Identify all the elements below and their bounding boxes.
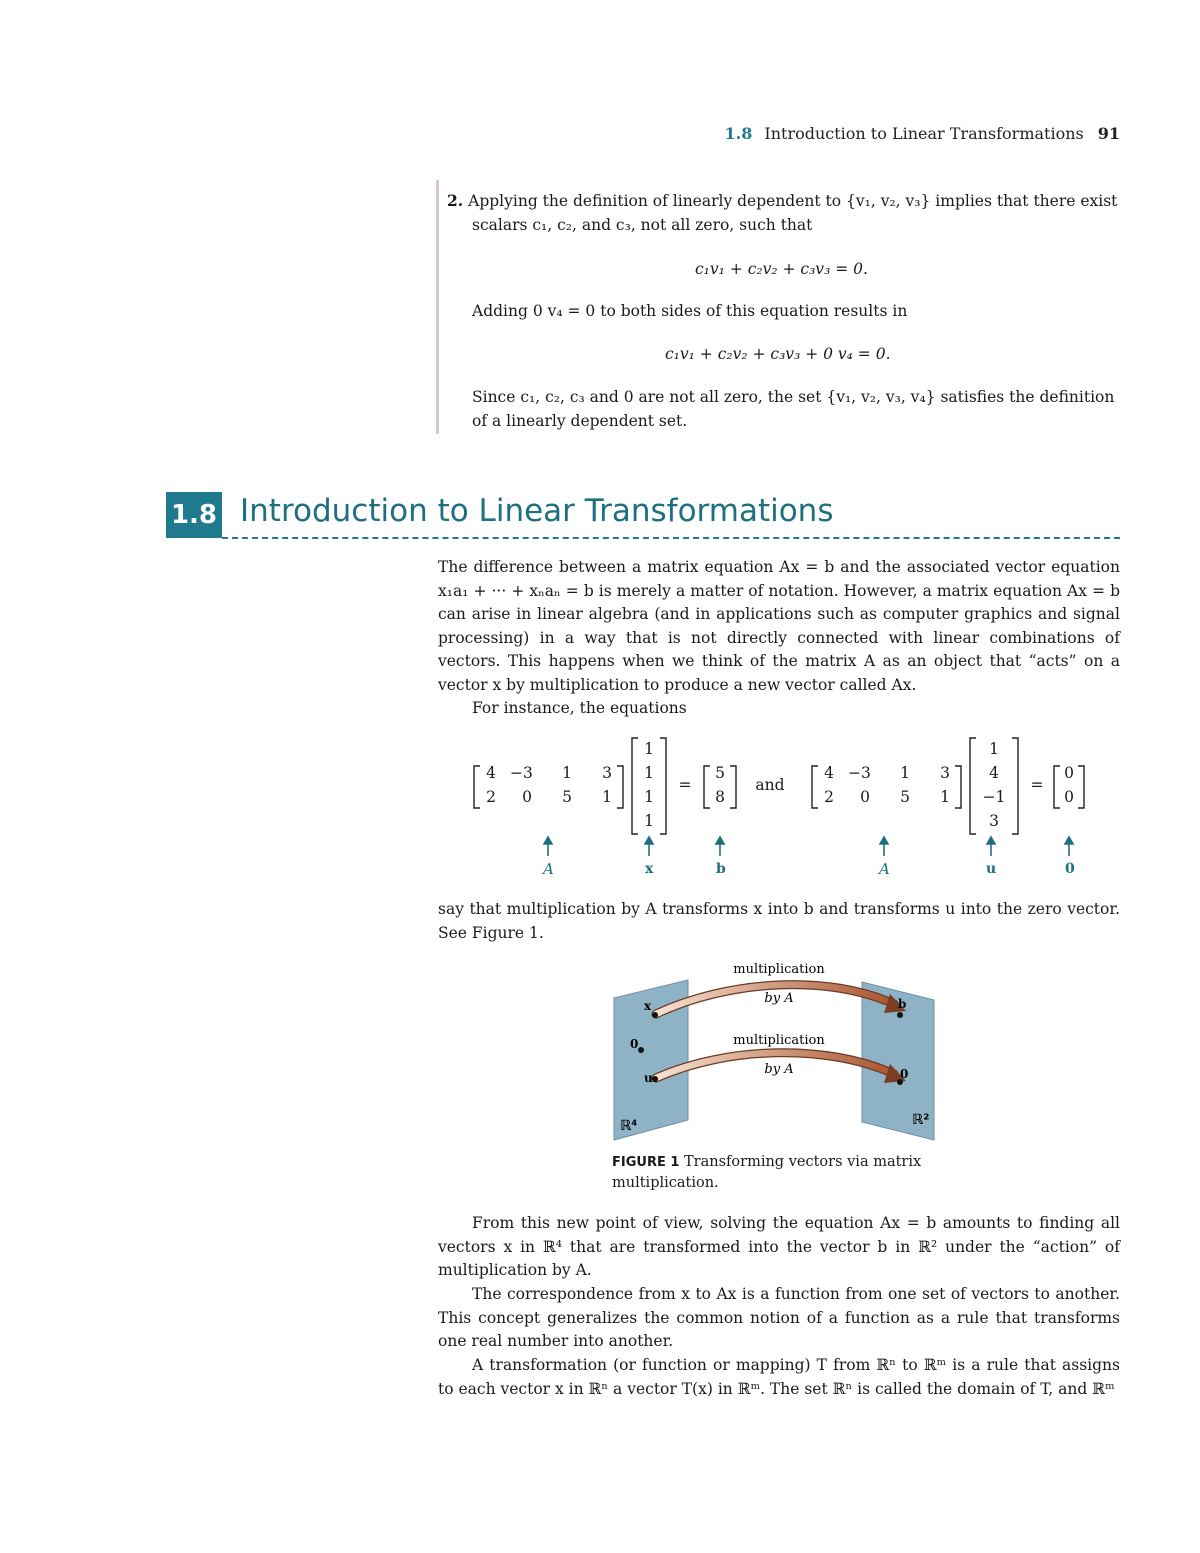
solution-equation-1: c₁v₁ + c₂v₂ + c₃v₃ = 0.: [695, 260, 868, 278]
label-b: b: [716, 861, 726, 877]
label-x: x: [645, 861, 654, 877]
section-divider: [222, 537, 1120, 539]
matrix-A-entry: 3: [602, 764, 612, 782]
matrix-A-entry: 1: [562, 764, 572, 782]
figure-1: [608, 960, 948, 1145]
paragraph-new-view: From this new point of view, solving the equation Ax = b amounts to finding all vectors x in ℝ⁴ that are transformed into the vector b in ℝ² under the “action” of multiplication by A.: [438, 1214, 1120, 1279]
equals-sign: =: [1030, 776, 1044, 794]
point-label-zero: 0: [630, 1037, 639, 1051]
paragraph-function: The correspondence from x to Ax is a function from one set of vectors to another. This concept generalizes the common notion of a function as a rule that transforms one real number into another.: [438, 1285, 1120, 1350]
point-label-b: b: [898, 997, 907, 1011]
top-arrow-label-2: by A: [764, 991, 794, 1006]
solution-line-3: Adding 0 v₄ = 0 to both sides of this equation results in: [472, 302, 908, 320]
codomain-space-label: ℝ²: [912, 1112, 930, 1128]
vector-u-entry: −1: [982, 788, 1006, 806]
label-u: u: [986, 861, 997, 877]
solution-line-4: Since c₁, c₂, c₃ and 0 are not all zero, the set {v₁, v₂, v₃, v₄} satisfies the definition: [472, 388, 1115, 406]
equals-sign: =: [678, 776, 692, 794]
solution-equation-2: c₁v₁ + c₂v₂ + c₃v₃ + 0 v₄ = 0.: [665, 345, 891, 363]
figure-caption-text: Transforming vectors via matrix multiplication.: [612, 1154, 922, 1191]
matrix-A-entry: 1: [602, 788, 612, 806]
matrix-A-entry: −3: [848, 764, 871, 782]
paragraph-transformation-definition: A transformation (or function or mapping) T from ℝⁿ to ℝᵐ is a rule that assigns to each vector x in ℝⁿ a vector T(x) in ℝᵐ. The set ℝⁿ is called the domain of T, and ℝᵐ: [438, 1356, 1120, 1398]
point-zero-domain: [638, 1047, 644, 1053]
point-label-zero-image: 0: [900, 1067, 909, 1081]
point-x: [652, 1012, 658, 1018]
matrix-A-entry: 0: [860, 788, 870, 806]
matrix-A-entry: 0: [522, 788, 532, 806]
figure-diagram: [608, 960, 948, 1145]
solution-box: [436, 180, 1120, 434]
vector-u-entry: 4: [989, 764, 999, 782]
matrix-A-entry: 1: [940, 788, 950, 806]
matrix-A-entry: 2: [486, 788, 496, 806]
matrix-A-entry: 3: [940, 764, 950, 782]
vector-x-entry: 1: [644, 788, 654, 806]
section-title: Introduction to Linear Transformations: [240, 493, 834, 529]
domain-space-label: ℝ⁴: [620, 1118, 638, 1134]
matrix-A-entry: 4: [486, 764, 496, 782]
solution-line-2: scalars c₁, c₂, and c₃, not all zero, such that: [472, 216, 813, 234]
solution-line-1: [447, 190, 1117, 212]
top-arrow-label-1: multiplication: [733, 962, 825, 977]
matrix-A-entry: 5: [900, 788, 910, 806]
page-number: 91: [1097, 124, 1120, 143]
solution-item-number: 2.: [447, 191, 464, 210]
figure-caption: [612, 1152, 942, 1194]
vector-b-entry: 8: [715, 788, 725, 806]
vector-b-entry: 5: [715, 764, 725, 782]
vector-x-entry: 1: [644, 812, 654, 830]
solution-text-1: Applying the definition of linearly dependent to {v₁, v₂, v₃} implies that there exist: [468, 192, 1118, 210]
label-A: A: [543, 860, 554, 878]
point-label-u: u: [644, 1071, 653, 1085]
bottom-arrow-label-1: multiplication: [733, 1033, 825, 1048]
vector-x-entry: 1: [644, 740, 654, 758]
matrix-A-entry: 2: [824, 788, 834, 806]
vector-x-entry: 1: [644, 764, 654, 782]
vector-zero-entry: 0: [1064, 764, 1074, 782]
bottom-arrow-label-2: by A: [764, 1062, 794, 1077]
vector-zero-entry: 0: [1064, 788, 1074, 806]
paragraph-transforms: say that multiplication by A transforms x into b and transforms u into the zero vector. See Figure 1.: [438, 900, 1120, 942]
label-zero: 0: [1065, 861, 1075, 877]
paragraph-intro: The difference between a matrix equation Ax = b and the associated vector equation x₁a₁ + ··· + xₙaₙ = b is merely a matter of notation. However, a matrix equation Ax = b can arise in linear algebra (and in applications such as computer graphics and signal processing) in a way that is not directly connected with linear combinations of vectors. This happens when we think of the matrix A as an object that “acts” on a vector x by multiplication to produce a new vector called Ax.: [438, 558, 1120, 694]
matrix-A-entry: 1: [900, 764, 910, 782]
matrix-A-entry: 4: [824, 764, 834, 782]
and-word: and: [755, 776, 785, 794]
point-b: [897, 1012, 903, 1018]
vector-u-entry: 1: [989, 740, 999, 758]
paragraph-for-instance: For instance, the equations: [472, 699, 687, 717]
label-A: A: [879, 860, 890, 878]
header-section-number: 1.8: [724, 124, 753, 143]
matrix-A-entry: 5: [562, 788, 572, 806]
solution-line-5: of a linearly dependent set.: [472, 412, 688, 430]
running-header: [660, 124, 1120, 143]
point-label-x: x: [644, 999, 652, 1013]
section-number-badge: 1.8: [166, 492, 222, 538]
header-section-title: Introduction to Linear Transformations: [764, 124, 1084, 143]
matrix-equations: [470, 734, 1100, 884]
vector-u-entry: 3: [989, 812, 999, 830]
point-u: [652, 1076, 658, 1082]
figure-caption-label: FIGURE 1: [612, 1155, 680, 1170]
matrix-A-entry: −3: [510, 764, 533, 782]
